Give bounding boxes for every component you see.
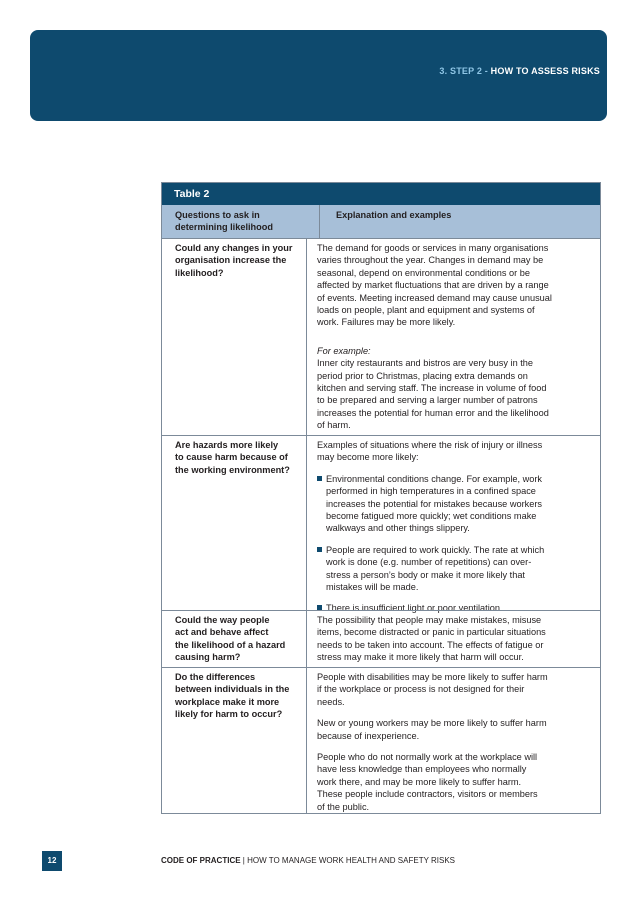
text-line: performed in high temperatures in a confined space [326, 486, 536, 497]
paragraph [317, 671, 592, 708]
text-line: Environmental conditions change. For example, work [326, 473, 543, 484]
section-title: HOW TO ASSESS RISKS [490, 66, 600, 76]
text-line: affected by market fluctuations that are driven by a range [317, 280, 549, 291]
likelihood-table [161, 182, 601, 814]
section-heading [439, 66, 600, 76]
text-line: act and behave affect [175, 627, 269, 638]
text-line: have less knowledge than employees who normally [317, 764, 527, 775]
text-line: Are hazards more likely [175, 440, 279, 450]
example-label: For example: [317, 345, 371, 356]
text-line: Examples of situations where the risk of injury or illness [317, 440, 543, 450]
text-line: Could the way people [175, 615, 270, 625]
row-explanation [306, 668, 600, 814]
text-line: period prior to Christmas, placing extra demands on [317, 370, 528, 381]
text-line: between individuals in the [175, 684, 290, 695]
text-line: of the public. [317, 801, 370, 812]
text-line: The possibility that people may make mistakes, misuse [317, 615, 542, 625]
text-line: increases the potential for mistakes because workers [326, 498, 543, 509]
table-row [162, 435, 600, 614]
text-line: the likelihood of a hazard [175, 639, 286, 650]
text-line: work there, and may be more likely to suffer harm. [317, 776, 522, 787]
text-line: loads on people, plant and equipment and systems of [317, 305, 535, 316]
text-line: likely for harm to occur? [175, 709, 283, 720]
text-line: become fatigued more quickly; wet conditions make [326, 511, 537, 522]
text-line: walkways and other things slippery. [326, 523, 470, 534]
text-line: These people include contractors, visitors or members [317, 789, 538, 800]
text-line: Inner city restaurants and bistros are very busy in the [317, 358, 534, 369]
bullet-item [317, 544, 592, 594]
text-line: items, become distracted or panic in particular situations [317, 627, 546, 638]
text-line: determining likelihood [175, 222, 274, 232]
text-line: stress a person’s body or make it more likely that [326, 569, 525, 580]
footer-separator: | [242, 856, 245, 865]
row-question [162, 611, 306, 667]
row-question [162, 436, 306, 610]
square-bullet-icon [317, 547, 322, 552]
column-header-explanation: Explanation and examples [319, 205, 600, 238]
text-line: the working environment? [175, 464, 290, 475]
paragraph [317, 439, 592, 464]
table-row [162, 667, 600, 814]
text-line: Questions to ask in [175, 210, 260, 220]
text-line: The demand for goods or services in many organisations [317, 243, 549, 253]
text-line: likelihood? [175, 267, 224, 278]
square-bullet-icon [317, 476, 322, 481]
text-line: increases the potential for human error and the likelihood [317, 407, 549, 418]
text-line: needs to be taken into account. The effects of fatigue or [317, 639, 544, 650]
text-line: People with disabilities may be more likely to suffer harm [317, 672, 548, 682]
text-line: causing harm? [175, 652, 241, 663]
footer-title [161, 856, 455, 865]
section-step: 3. STEP 2 - [439, 66, 488, 76]
text-line: There is insufficient light or poor ventilation. [326, 603, 503, 614]
text-line: work is done (e.g. number of repetitions) can over- [326, 557, 532, 568]
row-question [162, 239, 306, 435]
paragraph [317, 751, 592, 813]
page-number: 12 [42, 851, 62, 871]
text-line: needs. [317, 696, 345, 707]
doc-title: CODE OF PRACTICE [161, 856, 241, 865]
row-explanation [306, 239, 600, 435]
page-footer [0, 851, 638, 871]
text-line: may become more likely: [317, 452, 419, 463]
text-line: if the workplace or process is not designed for their [317, 684, 525, 695]
text-line: because of inexperience. [317, 730, 420, 741]
text-line: stress may make it more likely that harm will occur. [317, 652, 524, 663]
paragraph [317, 717, 592, 742]
table-row [162, 610, 600, 667]
text-line: Could any changes in your [175, 243, 293, 253]
text-line: work. Failures may be more likely. [317, 317, 456, 328]
text-line: mistakes will be made. [326, 582, 419, 593]
row-explanation [306, 611, 600, 667]
text-line: kitchen and serving staff. The increase in volume of food [317, 383, 547, 394]
paragraph [317, 242, 592, 329]
text-line: to be prepared and serving a larger number of patrons [317, 395, 538, 406]
text-line: organisation increase the [175, 255, 287, 266]
text-line: of events. Meeting increased demand may cause unusual [317, 292, 552, 303]
doc-subtitle: HOW TO MANAGE WORK HEALTH AND SAFETY RISKS [247, 856, 455, 865]
table-row [162, 238, 600, 435]
column-header-questions [162, 205, 319, 238]
text-line: People who do not normally work at the workplace will [317, 752, 538, 763]
row-question [162, 668, 306, 814]
text-line: of harm. [317, 420, 351, 431]
text-line: workplace make it more [175, 696, 280, 707]
table-header-row [162, 205, 600, 239]
text-line: seasonal, depend on environmental conditions or be [317, 267, 530, 278]
table-title: Table 2 [162, 183, 600, 205]
text-line: Do the differences [175, 672, 256, 682]
paragraph [317, 357, 592, 431]
text-line: to cause harm because of [175, 452, 288, 463]
text-line: varies throughout the year. Changes in demand may be [317, 255, 544, 266]
bullet-item [317, 473, 592, 535]
text-line: New or young workers may be more likely to suffer harm [317, 718, 547, 729]
text-line: People are required to work quickly. The rate at which [326, 544, 545, 555]
row-explanation [306, 436, 600, 614]
